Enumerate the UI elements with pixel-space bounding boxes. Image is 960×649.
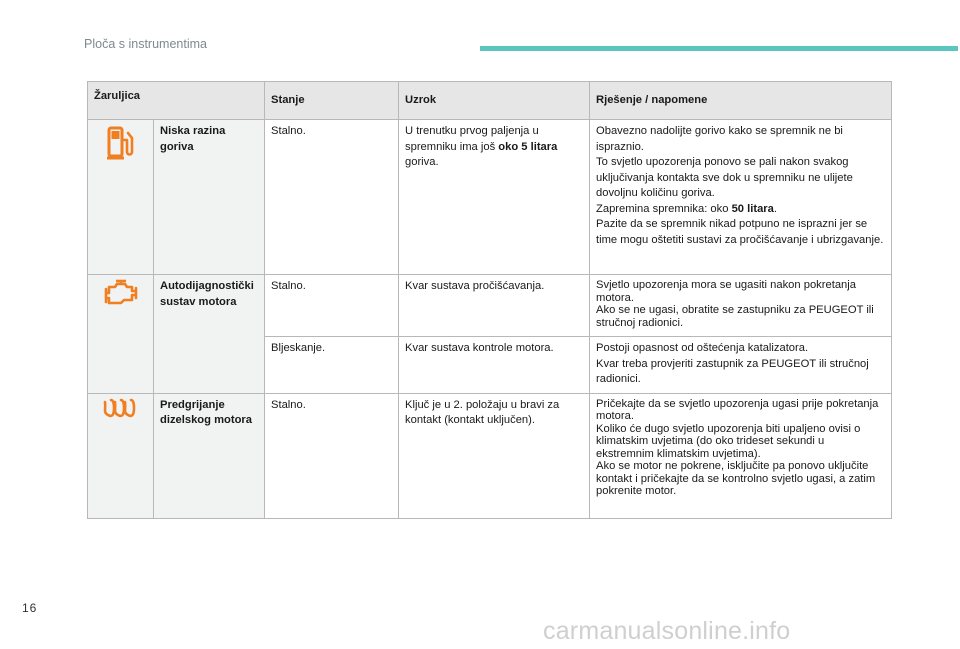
fuel-solution xyxy=(590,120,892,275)
fuel-cause-amount: oko 5 litara xyxy=(498,140,558,153)
engine-icon-cell xyxy=(88,275,154,394)
header-accent-bar xyxy=(480,46,958,51)
engine-state-1: Stalno. xyxy=(265,275,399,337)
fuel-lamp-name: Niska razina goriva xyxy=(154,120,265,275)
fuel-cause-text-end: goriva. xyxy=(405,156,439,168)
preheat-state: Stalno. xyxy=(265,393,399,518)
preheat-icon-cell xyxy=(88,393,154,518)
header-lamp: Žaruljica xyxy=(88,82,265,120)
preheat-solution-line: Pričekajte da se svjetlo upozorenja ugasi prije pokretanja motora. xyxy=(596,397,879,422)
fuel-state: Stalno. xyxy=(265,120,399,275)
engine-solution-1 xyxy=(590,275,892,337)
fuel-solution-line: Obavezno nadolijte gorivo kako se spremnik ne bi ispraznio. xyxy=(596,125,843,153)
engine-solution-line: Svjetlo upozorenja mora se ugasiti nakon pokretanja motora. xyxy=(596,279,856,304)
header-state: Stanje xyxy=(265,82,399,120)
fuel-solution-line: To svjetlo upozorenja ponovo se pali nakon svakog uključivanja kontakta sve dok u spremniku ne ulijete dovoljnu količinu goriva. xyxy=(596,156,853,199)
preheat-cause: Ključ je u 2. položaju u bravi za kontakt (kontakt uključen). xyxy=(399,393,590,518)
preheat-lamp-name: Predgrijanje dizelskog motora xyxy=(154,393,265,518)
fuel-icon-cell xyxy=(88,120,154,275)
engine-solution-line: Kvar treba provjeriti zastupnik za PEUGEOT ili stručnoj radionici. xyxy=(596,357,869,385)
section-title: Ploča s instrumentima xyxy=(84,37,207,51)
table-header-row xyxy=(88,82,892,120)
watermark: carmanualsonline.info xyxy=(543,617,791,645)
table-row-preheat xyxy=(88,393,892,518)
page-number: 16 xyxy=(22,601,38,615)
fuel-cause-text: U trenutku prvog paljenja u spremniku ima još xyxy=(405,125,539,153)
table-row-engine xyxy=(88,275,892,337)
fuel-capacity-value: 50 litara xyxy=(731,202,774,215)
preheat-solution-line: Koliko će dugo svjetlo upozorenja biti upaljeno ovisi o klimatskim uvjetima (do oko trideset sekundi u ekstremnim klimatskim uvjetima). xyxy=(596,422,861,460)
fuel-pump-icon xyxy=(94,124,147,162)
engine-solution-line: Postoji opasnost od oštećenja katalizatora. xyxy=(596,342,809,354)
header-solution: Rješenje / napomene xyxy=(590,82,892,120)
glow-plug-icon xyxy=(94,398,147,420)
fuel-capacity-line xyxy=(596,202,885,218)
engine-lamp-name: Autodijagnostički sustav motora xyxy=(154,275,265,394)
preheat-solution-line: Ako se motor ne pokrene, isključite pa ponovo uključite kontakt i pričekajte da se kontrolno svjetlo ugasi, a zatim pokrenite motor. xyxy=(596,460,876,497)
engine-cause-1: Kvar sustava pročišćavanja. xyxy=(399,275,590,337)
engine-solution-2 xyxy=(590,337,892,394)
fuel-solution-line: Pazite da se spremnik nikad potpuno ne isprazni jer se time mogu oštetiti sustavi za pročišćavanje i ubrizgavanje. xyxy=(596,218,884,246)
header-cause: Uzrok xyxy=(399,82,590,120)
engine-check-icon xyxy=(94,279,147,305)
engine-state-2: Bljeskanje. xyxy=(265,337,399,394)
fuel-capacity-period: . xyxy=(773,202,777,215)
fuel-capacity-label: Zapremina spremnika: oko xyxy=(596,202,732,215)
engine-cause-2: Kvar sustava kontrole motora. xyxy=(399,337,590,394)
table-row-fuel xyxy=(88,120,892,275)
engine-solution-line: Ako se ne ugasi, obratite se zastupniku za PEUGEOT ili stručnoj radionici. xyxy=(596,304,874,329)
warning-lights-table xyxy=(87,81,892,519)
fuel-cause xyxy=(399,120,590,275)
preheat-solution xyxy=(590,393,892,518)
